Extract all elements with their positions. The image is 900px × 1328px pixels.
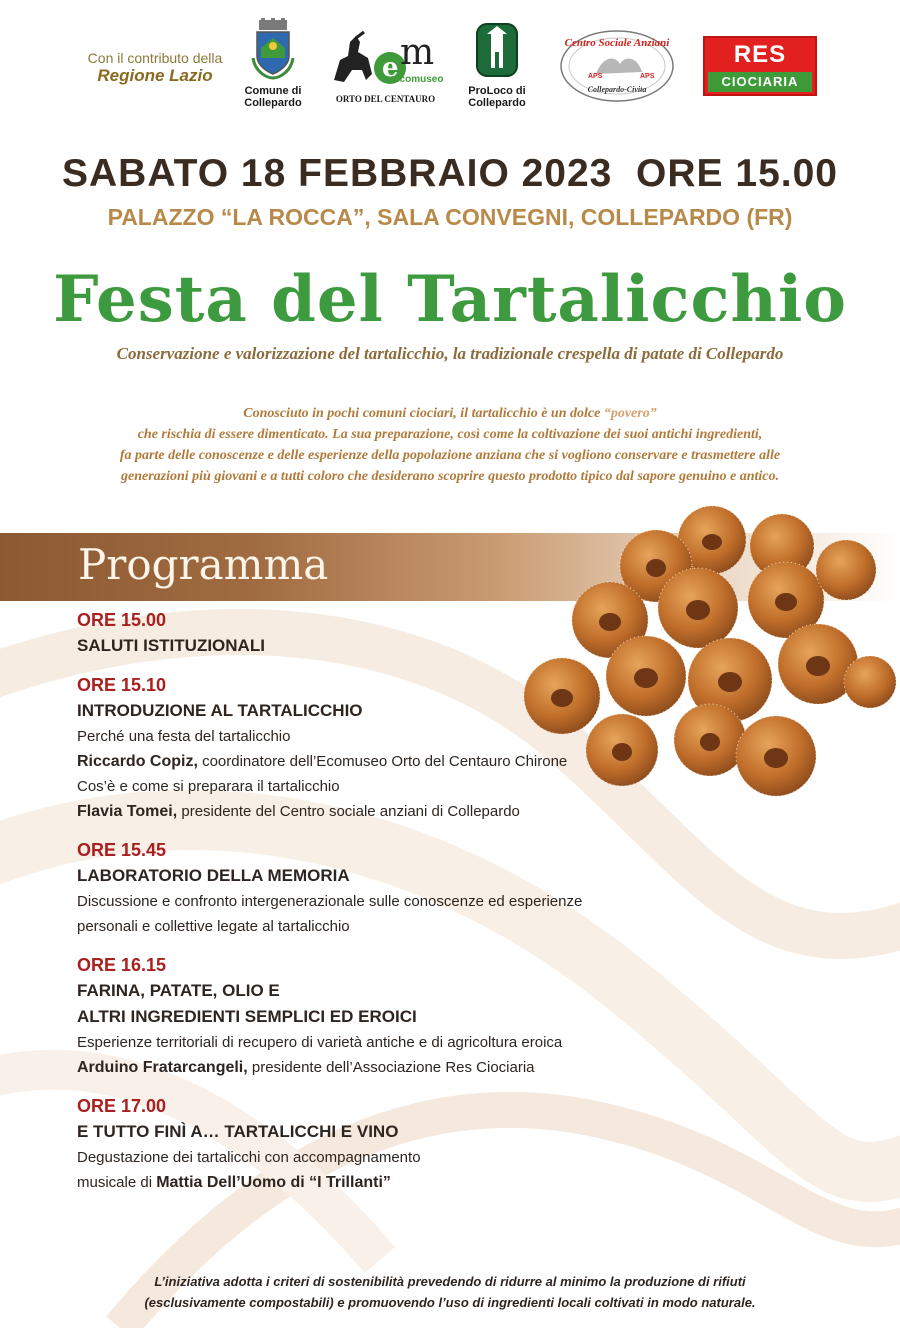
centro-anziani-logo	[558, 28, 676, 109]
proloco-logo	[462, 22, 532, 109]
sponsor-name: Regione Lazio	[97, 66, 213, 85]
centro-bottom-text: Collepardo-Civita	[587, 85, 647, 94]
comune-logo	[238, 18, 308, 109]
speaker-name: Flavia Tomei,	[77, 803, 178, 820]
res-subtitle: CIOCIARIA	[708, 72, 812, 92]
speaker-name: Riccardo Copiz,	[77, 753, 198, 770]
speaker-name: Mattia Dell’Uomo di “I Trillanti”	[156, 1174, 391, 1191]
res-ciociaria-logo	[703, 36, 817, 96]
program-line: Discussione e confronto intergenerazionale sulle conoscenze ed esperienze	[77, 893, 583, 910]
proloco-caption-1: ProLoco di	[468, 85, 526, 97]
ecomuseo-logo	[328, 30, 443, 105]
program-item	[77, 953, 597, 1080]
program-line: Degustazione dei tartalicchi con accompagnamento	[77, 1149, 421, 1166]
program-item	[77, 1094, 597, 1195]
coat-of-arms-icon	[251, 18, 295, 80]
sponsor-line: Con il contributo della	[87, 50, 223, 66]
ecomuseo-brand: ecomuseo	[394, 74, 443, 85]
svg-text:e: e	[382, 53, 399, 83]
intro-quote: “povero”	[603, 406, 657, 421]
program-line: Perché una festa del tartalicchio	[77, 728, 291, 745]
program-time: ORE 15.00	[77, 610, 167, 630]
sponsor-credit	[80, 50, 230, 86]
program-line	[77, 749, 597, 774]
res-title: RES	[733, 41, 787, 68]
event-subtitle: Conservazione e valorizzazione del tartalicchio, la tradizionale crespella di patate di Collepardo	[116, 344, 784, 363]
footer-line-1: L’iniziativa adotta i criteri di sostenibilità prevedendo di ridurre al minimo la produzione di rifiuti	[154, 1274, 746, 1289]
intro-line-1: Conosciuto in pochi comuni ciociari, il tartalicchio è un dolce	[243, 406, 604, 421]
program-time: ORE 15.10	[77, 675, 167, 695]
svg-text:m: m	[400, 32, 435, 73]
program-time: ORE 15.45	[77, 840, 167, 860]
program-heading: ALTRI INGREDIENTI SEMPLICI ED EROICI	[77, 1007, 417, 1026]
hands-icon	[558, 28, 676, 104]
ecomuseo-caption: ORTO DEL CENTAURO	[335, 94, 436, 104]
event-title: Festa del Tartalicchio	[53, 262, 847, 337]
intro-line-4: generazioni più giovani e a tutti coloro che desiderano scoprire questo prodotto tipico dal sapore genuino e antico.	[120, 469, 780, 484]
program-heading: SALUTI ISTITUZIONALI	[77, 636, 265, 655]
speaker-name: Arduino Fratarcangeli,	[77, 1059, 248, 1076]
program-item	[77, 608, 597, 659]
proloco-emblem-icon	[475, 22, 519, 80]
centro-badge-left: APS	[588, 73, 603, 80]
intro-line-3: fa parte delle conoscenze e delle esperienze della popolazione anziana che si vogliono conservare e trasmettere alle	[119, 448, 781, 463]
program-line: personali e collettive legate al tartalicchio	[77, 918, 350, 935]
program-line: Cos’è e come si preparara il tartalicchio	[77, 778, 340, 795]
intro-paragraph	[40, 403, 860, 487]
comune-caption-2: Collepardo	[244, 97, 302, 109]
program-item	[77, 673, 597, 824]
event-venue: PALAZZO “LA ROCCA”, SALA CONVEGNI, COLLEPARDO (FR)	[107, 204, 793, 230]
program-heading: LABORATORIO DELLA MEMORIA	[77, 866, 350, 885]
speaker-role: presidente del Centro sociale anziani di Collepardo	[177, 803, 520, 820]
program-time: ORE 16.15	[77, 955, 167, 975]
speaker-role: coordinatore dell’Ecomuseo Orto del Centauro Chirone	[197, 753, 568, 770]
program-heading: E TUTTO FINÌ A… TARTALICCHI E VINO	[77, 1122, 399, 1141]
event-date: SABATO 18 FEBBRAIO 2023 ORE 15.00	[62, 152, 838, 195]
footer-line-2: (esclusivamente compostabili) e promuovendo l’uso di ingredienti locali coltivati in modo naturale.	[144, 1295, 756, 1310]
program-heading: FARINA, PATATE, OLIO E	[77, 981, 280, 1000]
program-heading: INTRODUZIONE AL TARTALICCHIO	[77, 701, 363, 720]
centaur-icon	[328, 30, 443, 88]
program-list	[77, 608, 597, 1209]
programma-title: Programma	[78, 540, 329, 589]
intro-line-2: che rischia di essere dimenticato. La sua preparazione, così come la coltivazione dei suoi antichi ingredienti,	[137, 427, 763, 442]
comune-caption-1: Comune di	[244, 85, 302, 97]
centro-arc-text: Centro Sociale Anziani	[564, 37, 670, 49]
program-item	[77, 838, 597, 939]
program-line-prefix: musicale di	[77, 1174, 157, 1191]
program-line	[77, 1170, 597, 1195]
program-line: Esperienze territoriali di recupero di varietà antiche e di agricoltura eroica	[77, 1034, 563, 1051]
program-line	[77, 1055, 597, 1080]
footer-note	[0, 1271, 900, 1313]
speaker-role: presidente dell’Associazione Res Ciociaria	[247, 1059, 535, 1076]
program-line	[77, 799, 597, 824]
centro-badge-right: APS	[640, 73, 655, 80]
proloco-caption-2: Collepardo	[468, 97, 526, 109]
program-time: ORE 17.00	[77, 1096, 167, 1116]
